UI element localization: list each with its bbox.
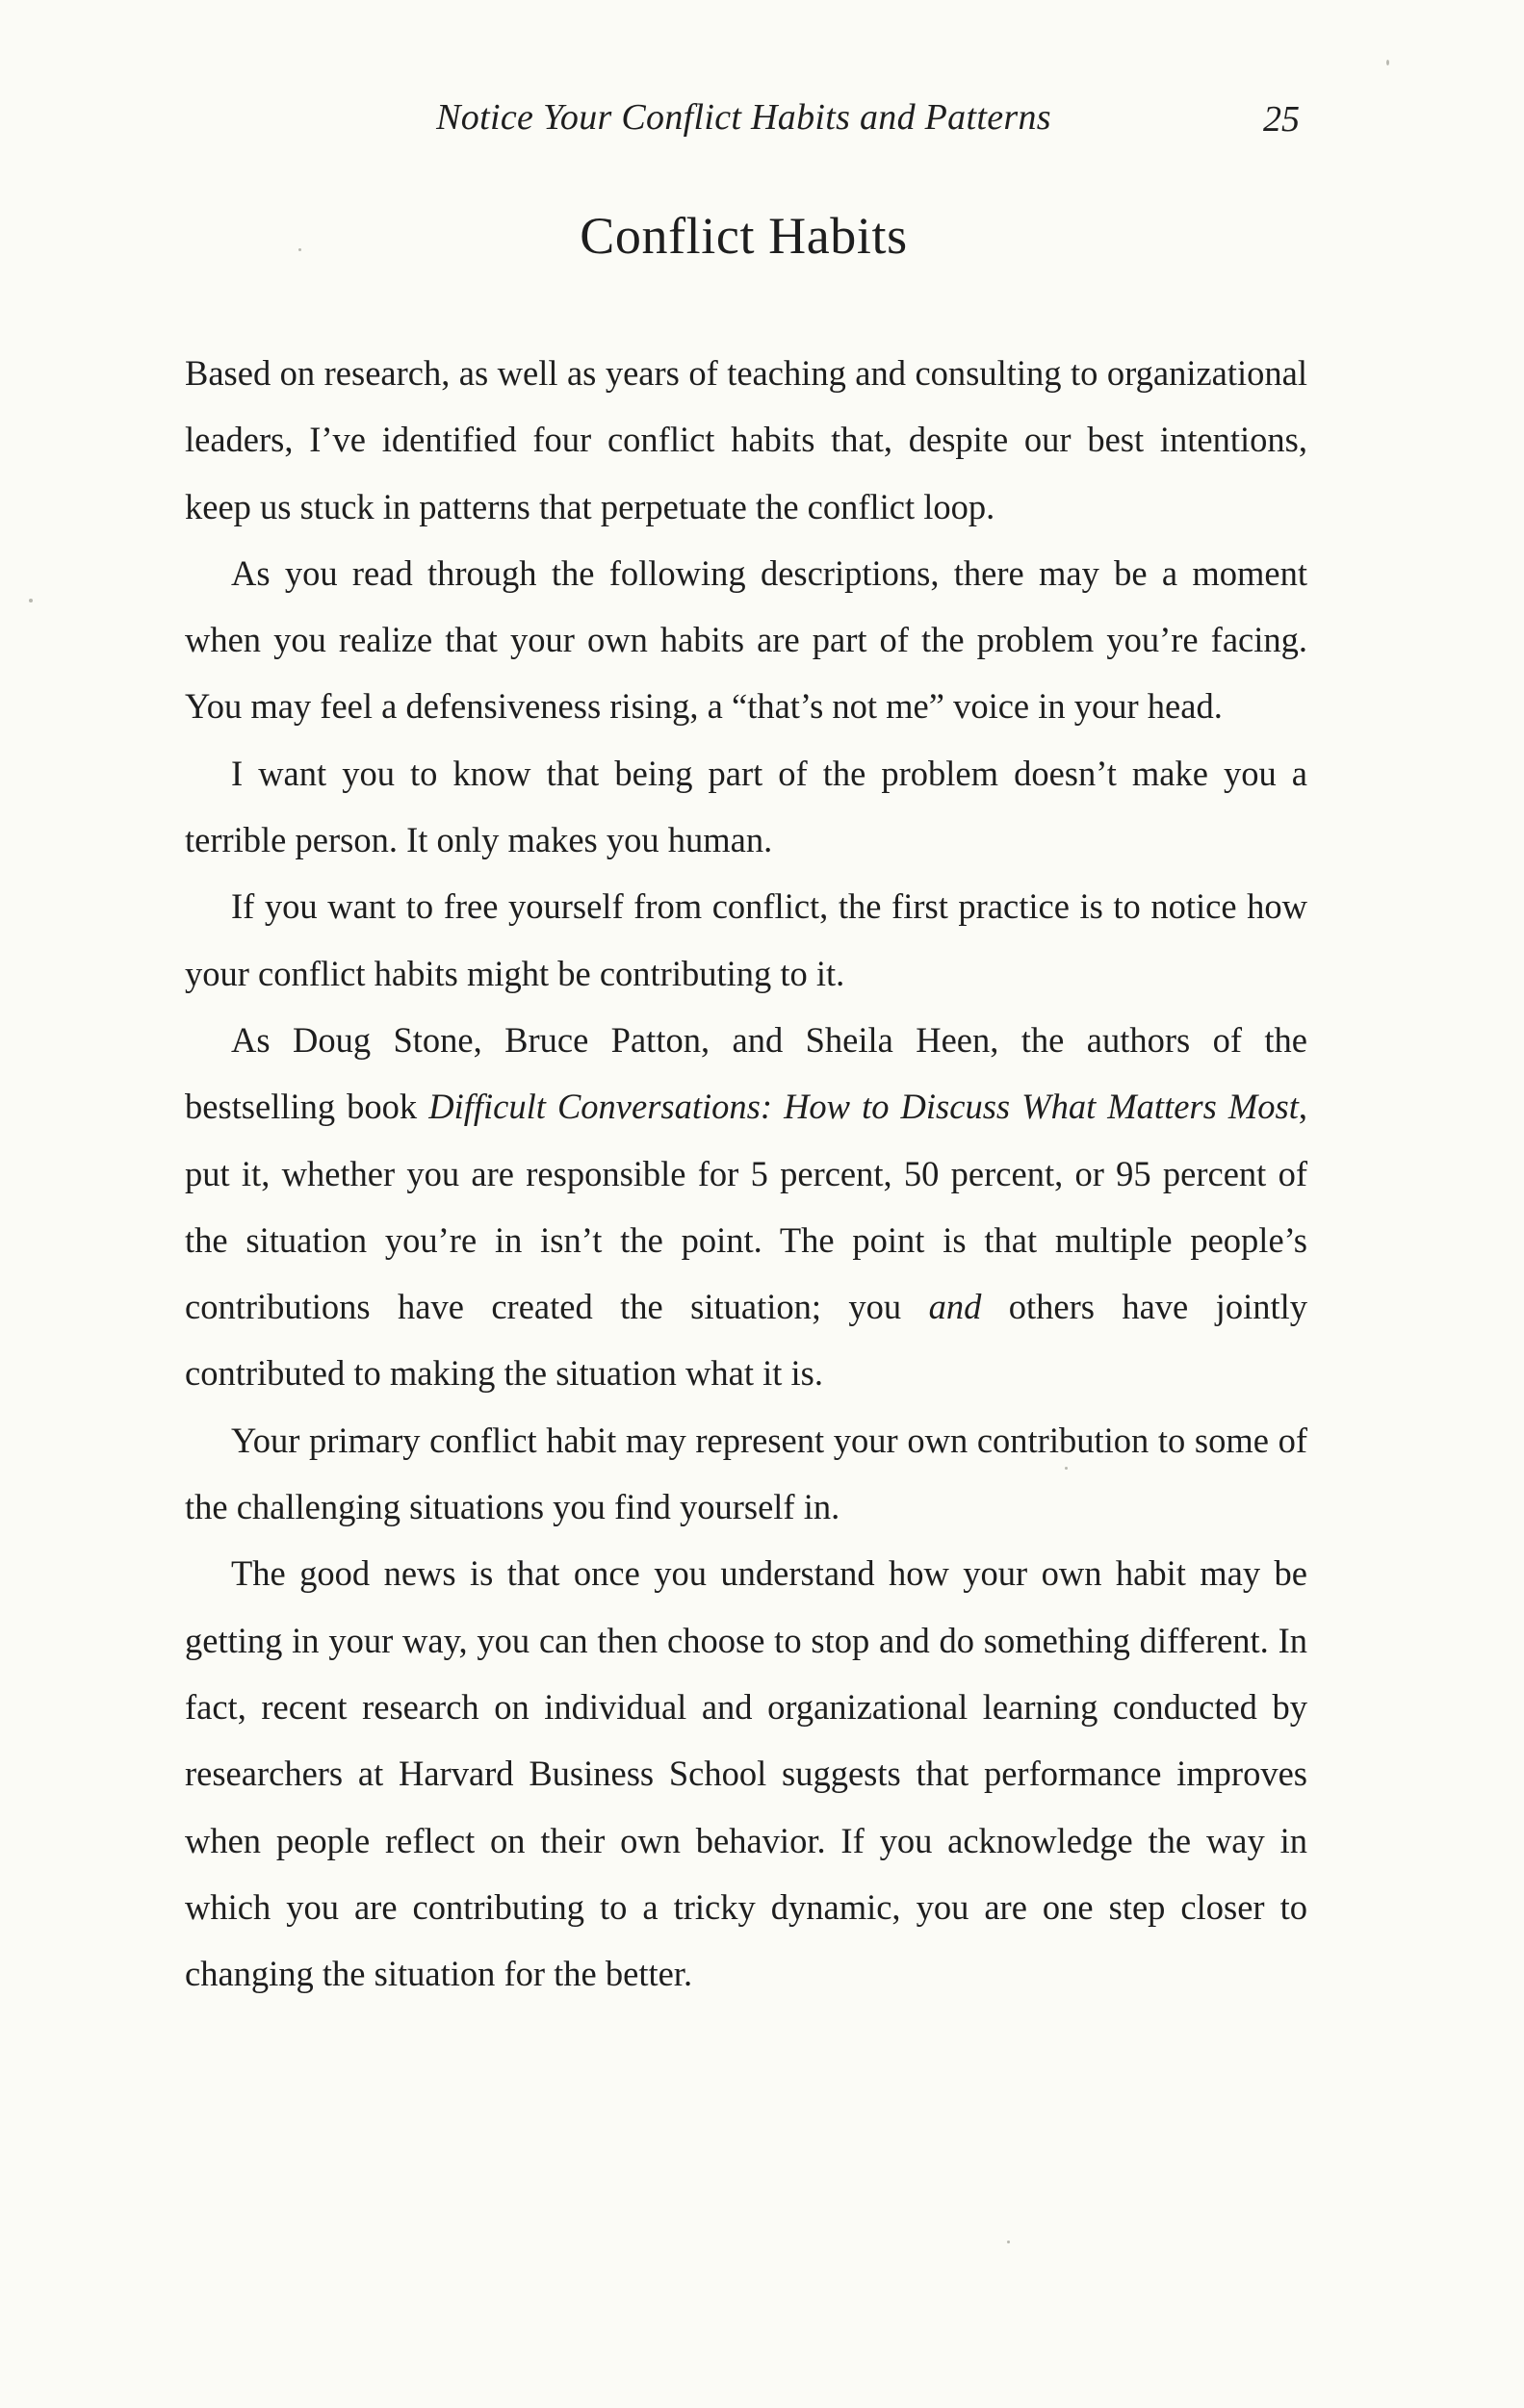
paragraph-7: The good news is that once you understand how your own habit may be getting in your way, you can then choose to stop and do something different. In fact, recent research on individual and organizational learning conducted by researchers at Harvard Business School suggests that performance improves when people reflect on their own behavior. If you acknowledge the way in which you are contributing to a tricky dynamic, you are one step closer to changing the situation for the better.: [185, 1553, 1307, 1994]
paragraph-1: Based on research, as well as years of teaching and consulting to organizational leaders, I’ve identified four conflict habits that, despite our best intentions, keep us stuck in patterns that perpetuate the conflict loop.: [185, 353, 1307, 526]
paragraph-4: If you want to free yourself from conflict, the first practice is to notice how your conflict habits might be contributing to it.: [185, 886, 1307, 993]
book-title: Difficult Conversations: How to Discuss What Matters Most: [428, 1087, 1299, 1127]
paragraph-6: Your primary conflict habit may represent your own contribution to some of the challenging situations you find yourself in.: [185, 1420, 1307, 1527]
scan-speck: [29, 599, 33, 602]
paragraph-5-end: others have jointly contributed to making the situation what it is.: [185, 1287, 1307, 1394]
paragraph-2: As you read through the following descriptions, there may be a moment when you realize that your own habits are part of the problem you’re facing. You may feel a defensiveness rising, a “that’s not me” voice in your head.: [185, 552, 1307, 727]
section-heading: Conflict Habits: [580, 207, 908, 265]
paragraph-5-middle: , put it, whether you are responsible for 5 percent, 50 percent, or 95 percent of the situation you’re in isn’t the point. The point is that multiple people’s contributions have created the situation; you: [185, 1087, 1308, 1327]
scan-speck: [1007, 2241, 1010, 2243]
paragraph-5: [185, 1007, 1307, 1407]
paragraph-5-intro: As Doug Stone, Bruce Patton, and Sheila Heen, the authors of the bestselling book: [185, 1019, 1307, 1127]
body-text: [185, 340, 1307, 2007]
running-header: [0, 89, 1524, 146]
scan-speck: [298, 248, 301, 251]
running-title: Notice Your Conflict Habits and Patterns: [436, 97, 1051, 138]
page-number: 25: [1263, 99, 1300, 140]
scan-speck: [1065, 1467, 1068, 1470]
scan-speck: [1386, 60, 1389, 65]
emphasis-and: and: [928, 1287, 982, 1327]
paragraph-3: I want you to know that being part of the problem doesn’t make you a terrible person. It only makes you human.: [185, 753, 1307, 860]
